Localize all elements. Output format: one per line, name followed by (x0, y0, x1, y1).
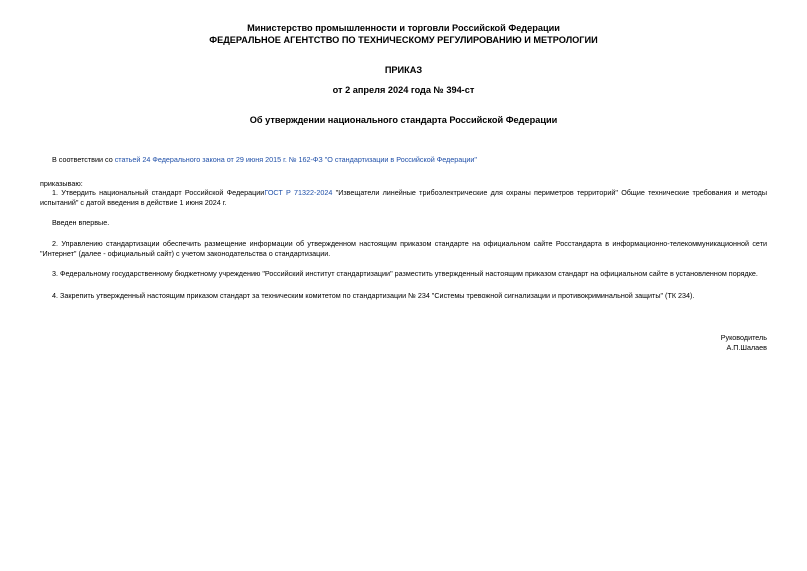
item-1-suffix: "Извещатели линейные трибоэлектрические для охраны периметров территорий" Общие технические требования и методы испытаний" с датой введения в действие 1 июня 2024 г. (40, 188, 768, 207)
item-2-paragraph: 2. Управлению стандартизации обеспечить размещение информации об утвержденном настоящим приказом стандарте на официальном сайте Росстандарта в информационно-телекоммуникационной сети "Интернет" (далее - официальный сайт) с учетом законодательства о стандартизации. (40, 239, 767, 258)
signature-position: Руководитель (720, 333, 767, 342)
intro-paragraph (52, 155, 767, 165)
gost-standard-link[interactable]: ГОСТ Р 71322-2024 (264, 188, 333, 197)
item-4-paragraph: 4. Закрепить утвержденный настоящим приказом стандарт за техническим комитетом по стандартизации № 234 "Системы тревожной сигнализации и противокриминальной защиты" (ТК 234). (52, 291, 695, 300)
signature-name: А.П.Шалаев (726, 343, 767, 352)
item-1-prefix: 1. Утвердить национальный стандарт Российской Федерации (52, 188, 265, 197)
agency-name: ФЕДЕРАЛЬНОЕ АГЕНТСТВО ПО ТЕХНИЧЕСКОМУ РЕГУЛИРОВАНИЮ И МЕТРОЛОГИИ (209, 35, 598, 45)
intro-prefix: В соответствии со (52, 155, 115, 164)
introduced-first-note: Введен впервые. (52, 218, 110, 227)
ministry-name: Министерство промышленности и торговли Российской Федерации (247, 23, 560, 33)
federal-law-link[interactable]: статьей 24 Федерального закона от 29 июня 2015 г. № 162-ФЗ "О стандартизации в Российской Федерации" (114, 155, 477, 164)
item-3-paragraph: 3. Федеральному государственному бюджетному учреждению "Российский институт стандартизации" разместить утвержденный настоящим приказом стандарт на официальном сайте в установленном порядке. (52, 269, 758, 278)
item-1-paragraph (40, 188, 767, 208)
document-title: Об утверждении национального стандарта Российской Федерации (249, 115, 558, 125)
order-word: приказываю: (40, 179, 83, 188)
document-date-number: от 2 апреля 2024 года № 394-ст (332, 85, 475, 95)
document-type: ПРИКАЗ (384, 65, 423, 75)
